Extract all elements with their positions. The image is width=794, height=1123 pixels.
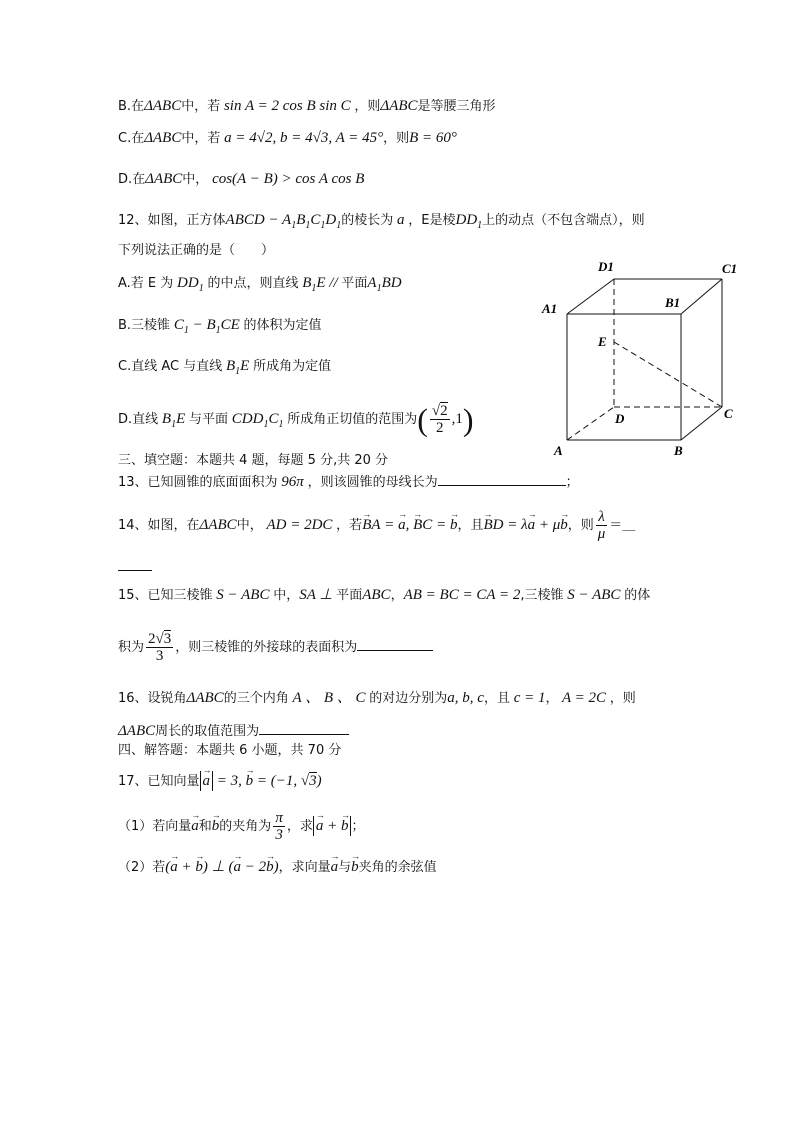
- q13: 13、已知圆锥的底面面积为 96π ，则该圆锥的母线长为 ；: [118, 471, 579, 493]
- label-d1: D1: [598, 259, 614, 274]
- q12-stem-line2: 下列说法正确的是（ ）: [118, 243, 275, 258]
- q17-stem: 17、已知向量→ a = 3, → b = (−1, √3): [118, 768, 322, 795]
- label-d: D: [615, 411, 625, 426]
- q14: 14、如图，在ΔABC中， AD = 2DC ，若→ BA = → a, → BC = → b，且→ BD = λ→ a + μ→ b，则 $\frac{\lambda}{\mu}$ ＝＿: [118, 505, 635, 545]
- section-4-heading: 四、解答题：本题共 6 小题，共 70 分: [118, 743, 342, 758]
- q15-line2: 积为 $\frac{2√3}{3}$ ，则三棱锥的外接球的表面积为: [118, 626, 433, 670]
- cube-figure: [540, 255, 750, 465]
- q16-line1: 16、设锐角ΔABC的三个内角 A 、 B 、 C 的对边分别为a, b, c，且 c = 1， A = 2C ，则: [118, 690, 636, 706]
- q12-option-b: B.三棱锥 $C_1 - B_1CE$ 的体积为定值: [118, 317, 322, 336]
- q15-line1: 15、已知三棱锥 S − ABC 中，SA ⊥ 平面ABC，AB = BC = CA = 2,三棱锥 S − ABC 的体: [118, 587, 651, 603]
- label-a1: A1: [542, 301, 558, 316]
- q11-option-d: D.在ΔABC中， cos(A − B) > cos A cos B: [118, 171, 365, 187]
- q12-option-a: A.若 E 为 $DD_1$ 的中点，则直线 $B_1E$ // 平面$A_1BD$: [118, 275, 402, 294]
- label-b1: B1: [665, 295, 681, 310]
- q16-line2: ΔABC周长的取值范围为: [118, 720, 349, 742]
- q17-part1: （1）若向量→ a和→ b的夹角为 $\frac{\pi}{3}$ ，求→ a + → b ；: [118, 806, 364, 846]
- q12-option-d: D.直线 $B_1E$ 与平面 $CDD_1C_1$ 所成角正切值的范围为( $\frac{√2}{2}$ ,1): [118, 401, 474, 438]
- q14-blank-line[interactable]: [118, 556, 152, 578]
- label-a: A: [554, 443, 563, 458]
- q15-blank[interactable]: [357, 636, 433, 651]
- q11-option-b: B.在ΔABC中，若 sin A = 2 cos B sin C ，则ΔABC是等腰三角形: [118, 98, 496, 114]
- q11-option-c: C.在ΔABC中，若 a = 4√2, b = 4√3, A = 45°，则B = 60°: [118, 130, 457, 146]
- label-e: E: [598, 334, 607, 349]
- q12-option-c: C.直线 AC 与直线 $B_1E$ 所成角为定值: [118, 358, 332, 377]
- q17-part2: （2）若(→ a + → b) ⊥ (→ a − 2→ b)，求向量→ a与→ b夹角的余弦值: [118, 857, 437, 878]
- label-b: B: [674, 443, 683, 458]
- label-c1: C1: [722, 261, 738, 276]
- section-3-heading: 三、填空题：本题共 4 题，每题 5 分,共 20 分: [118, 453, 389, 468]
- q12-stem-line1: 12、如图，正方体ABCD − $A_1B_1C_1D_1$的棱长为 a ，E是棱$DD_1$上的动点（不包含端点），则: [118, 212, 645, 231]
- q13-blank[interactable]: [438, 471, 566, 486]
- label-c: C: [724, 406, 733, 421]
- q16-blank[interactable]: [259, 720, 349, 735]
